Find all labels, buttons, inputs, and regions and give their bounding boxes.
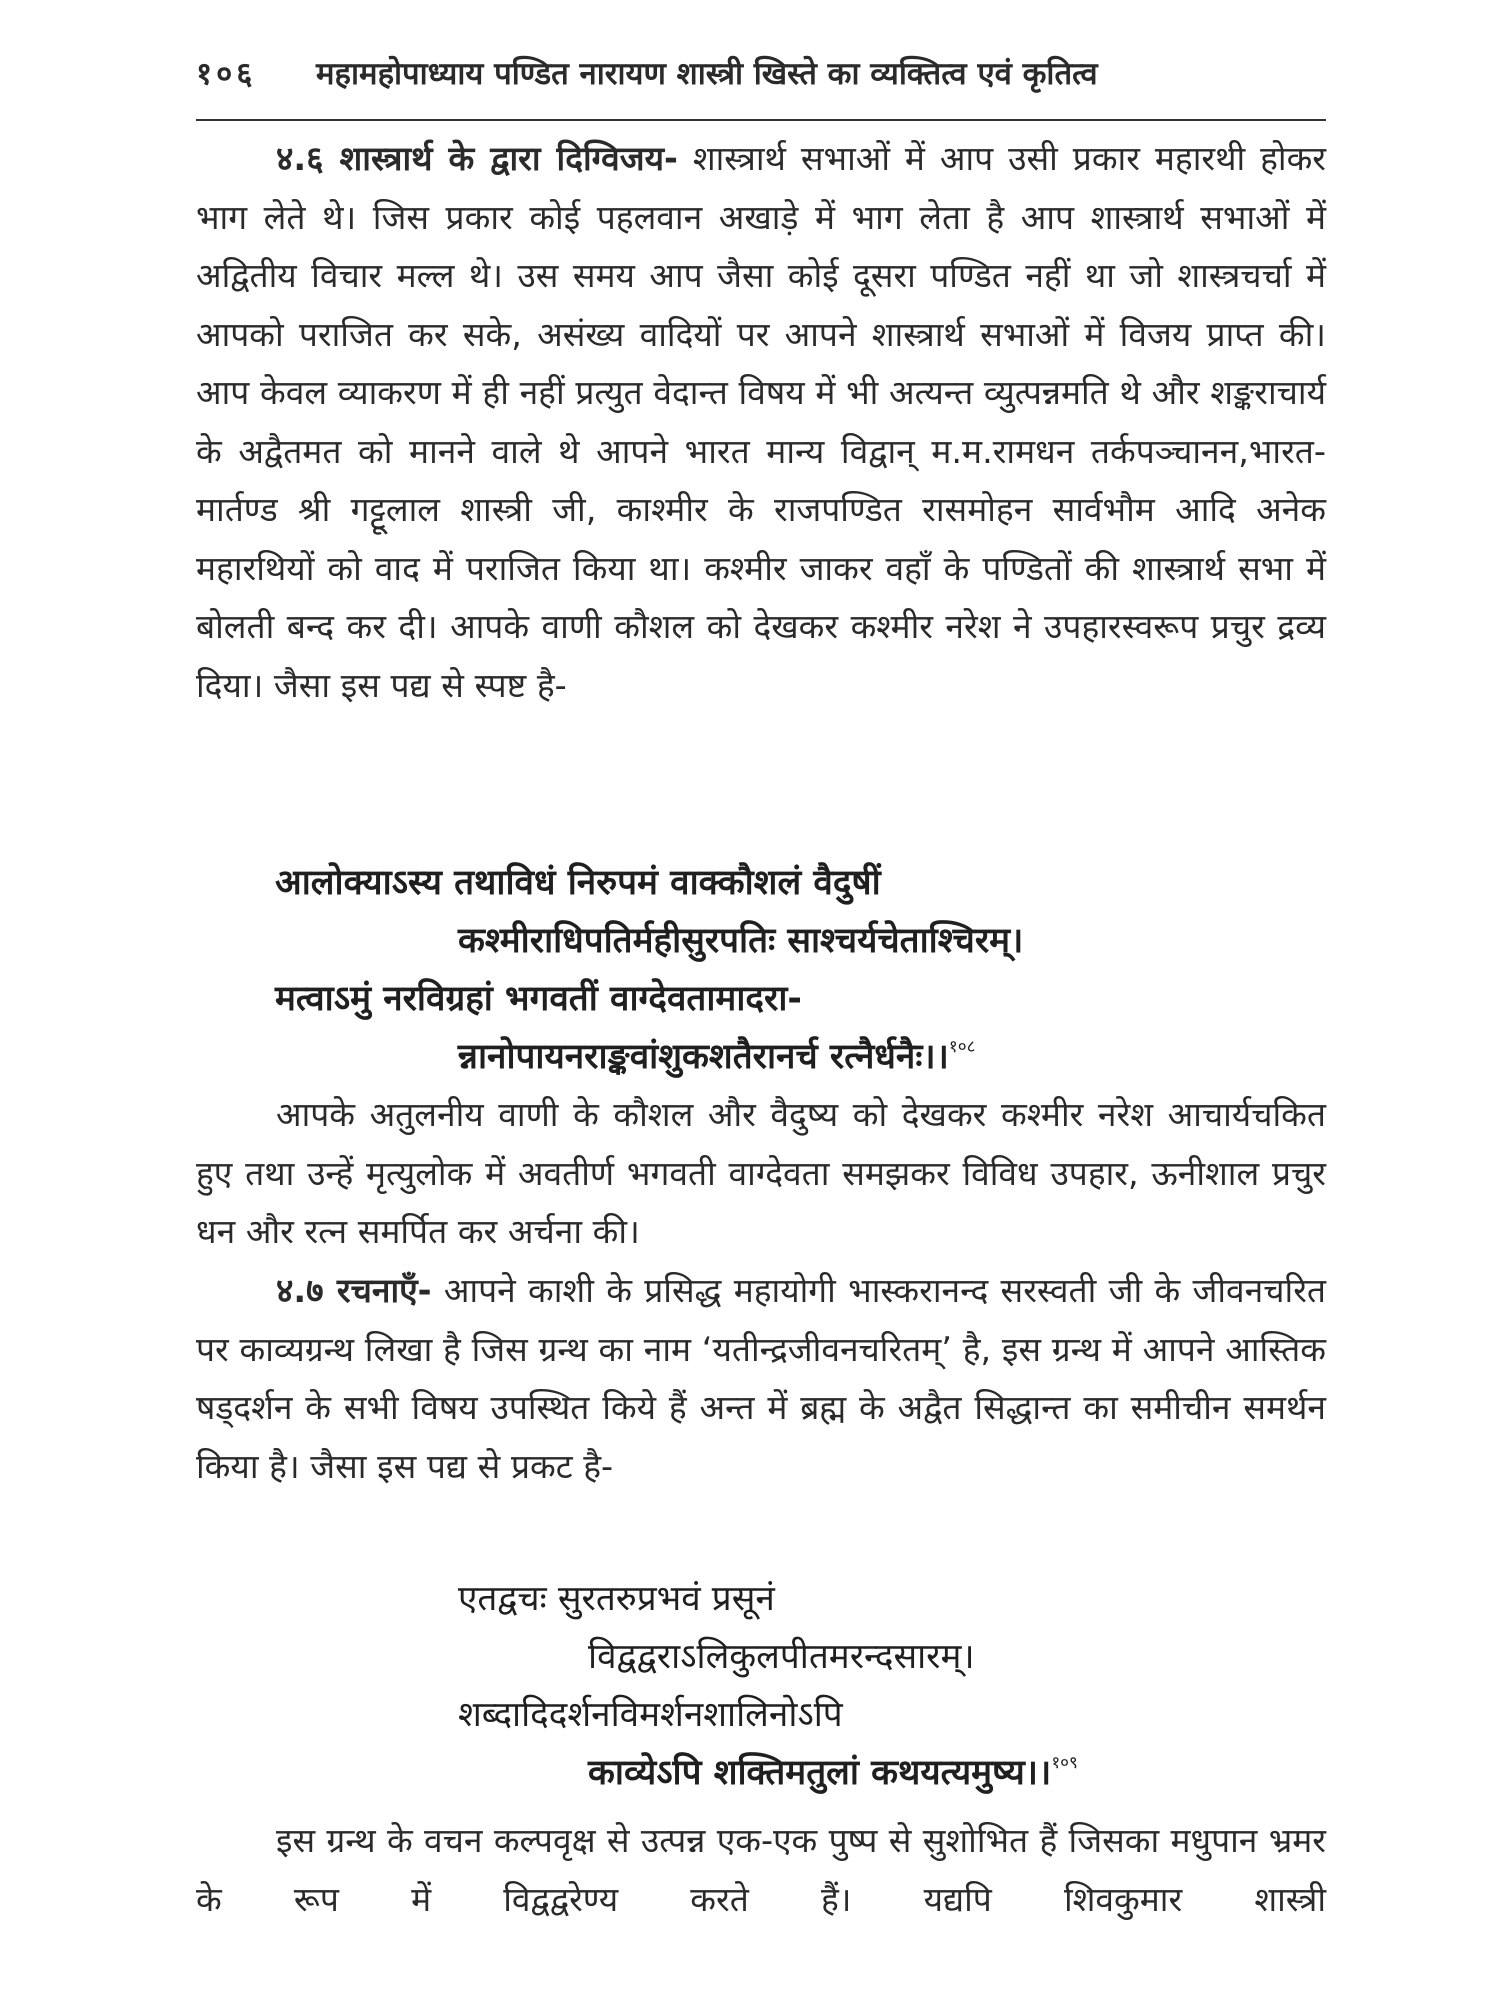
verse-109-line-4 [588, 1748, 1078, 1795]
verse-109-line-3: शब्दादिदर्शनविमर्शनशालिनोऽपि [458, 1695, 843, 1735]
running-header [196, 52, 1326, 112]
final-paragraph-text: इस ग्रन्थ के वचन कल्पवृक्ष से उत्पन्न एक-एक पुष्प से सुशोभित हैं जिसका मधुपान भ्रमर के रूप में विद्वद्वरेण्य करते हैं। यद्यपि शिवकुमार शास्त्री [196, 1821, 1326, 1919]
section-4-6-heading: ४.६ शास्त्रार्थ के द्वारा दिग्विजय- [276, 139, 678, 178]
section-4-7-paragraph [196, 1262, 1326, 1496]
final-paragraph [196, 1812, 1326, 1929]
section-4-7-heading: ४.७ रचनाएँ- [276, 1271, 432, 1310]
verse-109-line-1: एतद्वचः सुरतरुप्रभवं प्रसूनं [458, 1579, 775, 1619]
page-number: १०६ [196, 56, 257, 92]
paragraph-after-verse-108 [196, 1086, 1326, 1262]
section-4-6 [196, 130, 1326, 715]
verse-108-line-3: मत्वाऽमुं नरविग्रहां भगवतीं वाग्देवतामादरा- [275, 979, 802, 1019]
header-rule [196, 119, 1326, 121]
book-title: महामहोपाध्याय पण्डित नारायण शास्त्री खिस्ते का व्यक्तित्व एवं कृतित्व [316, 56, 1098, 92]
verse-109-line-2: विद्वद्वराऽलिकुलपीतमरन्दसारम्। [588, 1637, 975, 1677]
verse-108-line-4 [458, 1032, 975, 1079]
section-4-6-text: शास्त्रार्थ सभाओं में आप उसी प्रकार महारथी होकर भाग लेते थे। जिस प्रकार कोई पहलवान अखाड़े में भाग लेता है आप शास्त्रार्थ सभाओं में अद्वितीय विचार मल्ल थे। उस समय आप जैसा कोई दूसरा पण्डित नहीं था जो शास्त्रचर्चा में आपको पराजित कर सके, असंख्य वादियों पर आपने शास्त्रार्थ सभाओं में विजय प्राप्त की। आप केवल व्याकरण में ही नहीं प्रत्युत वेदान्त विषय में भी अत्यन्त व्युत्पन्नमति थे और शङ्कराचार्य के अद्वैतमत को मानने वाले थे आपने भारत मान्य विद्वान् म.म.रामधन तर्कपञ्चानन,भारत- मार्तण्ड श्री गट्टूलाल शास्त्री जी, काश्मीर के राजपण्डित रासमोहन सार्वभौम आदि अनेक महारथियों को वाद में पराजित किया था। कश्मीर जाकर वहाँ के पण्डितों की शास्त्रार्थ सभा में बोलती बन्द कर दी। आपके वाणी कौशल को देखकर कश्मीर नरेश ने उपहारस्वरूप प्रचुर द्रव्य दिया। जैसा इस पद्य से स्पष्ट है- [196, 139, 1326, 705]
section-4-7-text: आपने काशी के प्रसिद्ध महायोगी भास्करानन्द सरस्वती जी के जीवनचरित पर काव्यग्रन्थ लिखा है जिस ग्रन्थ का नाम ‘यतीन्द्रजीवनचरितम्’ है, इस ग्रन्थ में आपने आस्तिक षड्दर्शन के सभी विषय उपस्थित किये हैं अन्त में ब्रह्म के अद्वैत सिद्धान्त का समीचीन समर्थन किया है। जैसा इस पद्य से प्रकट है- [196, 1271, 1326, 1486]
footnote-marker-109: १०९ [1051, 1753, 1078, 1773]
section-4-7 [196, 1262, 1326, 1496]
paragraph-after-verse-108-text: आपके अतुलनीय वाणी के कौशल और वैदुष्य को देखकर कश्मीर नरेश आचार्यचकित हुए तथा उन्हें मृत्युलोक में अवतीर्ण भगवती वाग्देवता समझकर विविध उपहार, ऊनीशाल प्रचुर धन और रत्न समर्पित कर अर्चना की। [196, 1095, 1326, 1251]
verse-109-line-4-text: काव्येऽपि शक्तिमतुलां कथयत्यमुष्य।। [588, 1753, 1052, 1793]
footnote-marker-108: १०८ [948, 1037, 976, 1057]
section-4-6-paragraph [196, 130, 1326, 715]
verse-108-line-4-text: न्नानोपायनराङ्कवांशुकशतैरानर्च रत्नैर्धनैः।। [458, 1037, 949, 1077]
verse-108-line-2: कश्मीराधिपतिर्महीसुरपतिः साश्चर्यचेताश्चिरम्। [458, 921, 1024, 961]
verse-108-line-1: आलोक्याऽस्य तथाविधं निरुपमं वाक्कौशलं वैदुषीं [275, 863, 881, 903]
